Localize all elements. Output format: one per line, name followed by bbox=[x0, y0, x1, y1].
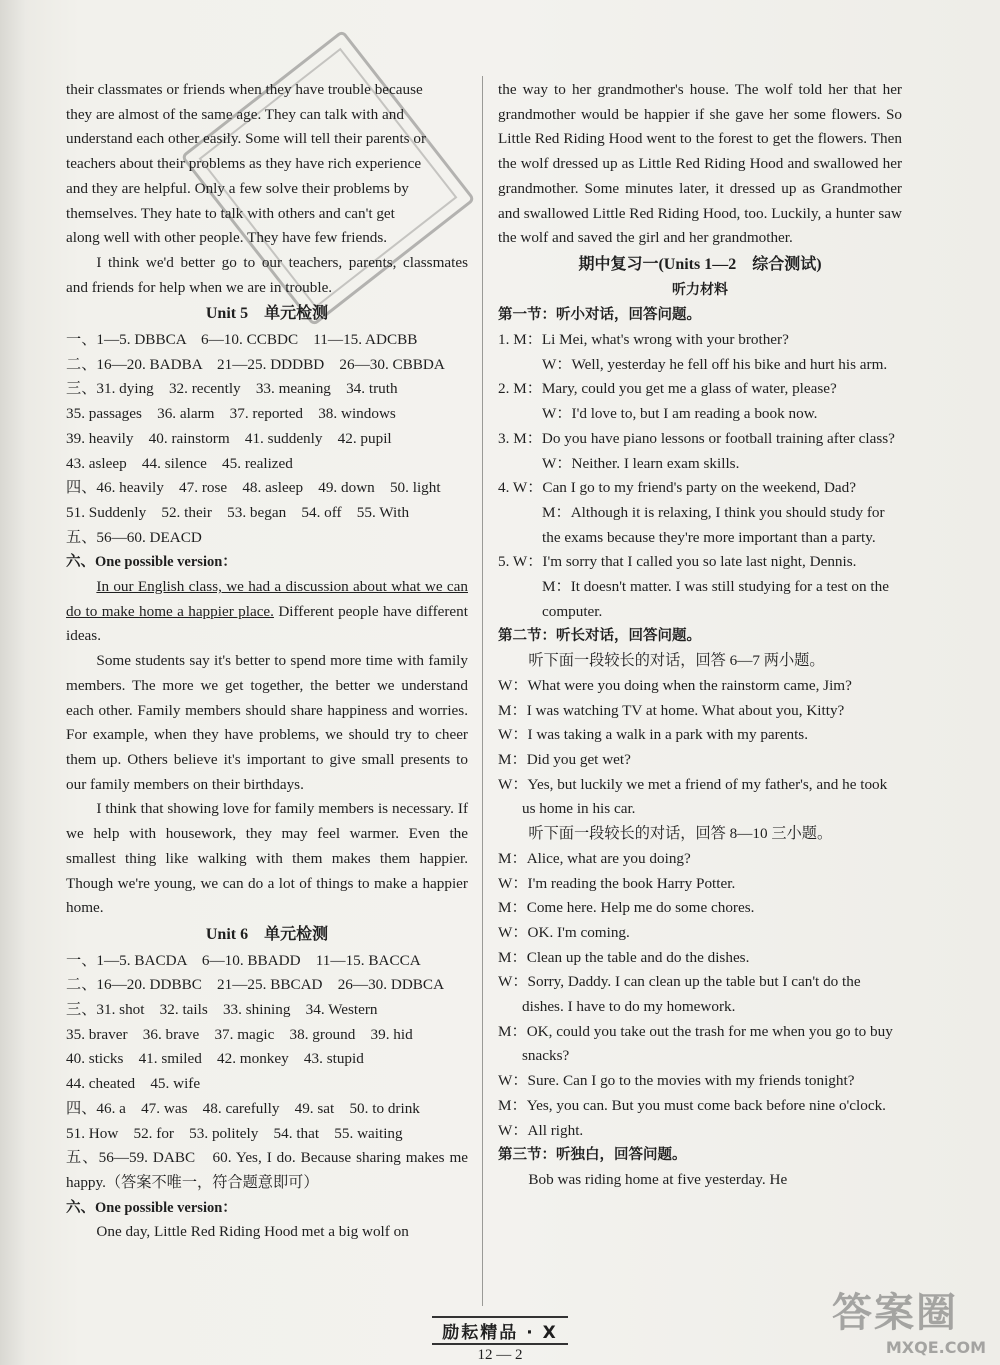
unit6-answer-line: 二、16—20. DDBBC 21—25. BBCAD 26—30. DDBCA bbox=[66, 976, 445, 994]
unit5-answer-line: 39. heavily 40. rainstorm 41. suddenly 42. pupil bbox=[66, 429, 392, 447]
unit6-answer-line: 35. braver 36. brave 37. magic 38. ground 39. hid bbox=[66, 1025, 413, 1043]
unit6-answer-line: 三、31. shot 32. tails 33. shining 34. Western bbox=[66, 1001, 378, 1019]
unit5-essay-paragraph-3: I think that showing love for family members is necessary. If we help with housework, they may feel warmer. Even the smallest thing like walking with them makes them happier. Though we're young, we can do a lot of things to make a happier home. bbox=[66, 800, 468, 917]
dialogue-line: M：Come here. Help me do some chores. bbox=[498, 899, 755, 917]
unit6-answer-line: 40. sticks 41. smiled 42. monkey 43. stupid bbox=[66, 1050, 364, 1068]
unit5-answer-line: 43. asleep 44. silence 45. realized bbox=[66, 454, 293, 472]
unit6-q56-answer: 五、56—59. DABC 60. Yes, I do. Because sharing makes me happy.（答案不唯一，符合题意即可） bbox=[66, 1149, 468, 1191]
part2-intro-1: 听下面一段较长的对话，回答 6—7 两小题。 bbox=[528, 652, 825, 670]
watermark-logo bbox=[832, 1281, 992, 1357]
essay-underlined-sentence: In our English class, we had a discussion about what we can do to make home a happier place. bbox=[66, 578, 468, 620]
dialogue-line: M：I was watching TV at home. What about you, Kitty? bbox=[498, 701, 845, 719]
dialogue-line: M：Yes, you can. But you must come back before nine o'clock. bbox=[498, 1096, 886, 1114]
intro-line: along well with other people. They have few friends. bbox=[66, 229, 388, 247]
dialogue-line: W：I'm reading the book Harry Potter. bbox=[498, 874, 736, 892]
unit5-essay-paragraph-2: Some students say it's better to spend more time with family members. The more we get together, the better we understand each other. Family members should share happiness and worries. For example, when they have problems, we should try to cheer them up. Others believe it's important to give small presents to our family members on their birthdays. bbox=[66, 652, 468, 793]
dialogue-line: M：Alice, what are you doing? bbox=[498, 849, 691, 867]
unit5-answer-line: 35. passages 36. alarm 37. reported 38. windows bbox=[66, 405, 396, 423]
intro-line: teachers about their problems as they have rich experience bbox=[66, 155, 422, 173]
unit5-essay-paragraph-1 bbox=[66, 575, 468, 649]
dialogue-line: M：OK, could you take out the trash for me when you go to buy snacks? bbox=[498, 1022, 893, 1065]
unit5-answer-line: 二、16—20. BADBA 21—25. DDDBD 26—30. CBBDA bbox=[66, 355, 445, 373]
intro-line: they are almost of the same age. They can talk with and bbox=[66, 105, 404, 123]
intro-line: understand each other easily. Some will tell their parents or bbox=[66, 130, 427, 148]
essay-sentence: Different people have different ideas. bbox=[66, 602, 468, 645]
column-divider bbox=[482, 76, 483, 1306]
watermark-text: 答案圈 bbox=[832, 1290, 958, 1336]
intro-line: and they are helpful. Only a few solve their problems by bbox=[66, 179, 409, 197]
dialogue-line: W：Sorry, Daddy. I can clean up the table but I can't do the dishes. I have to do my homework. bbox=[498, 973, 861, 1016]
part2-title: 第二节：听长对话，回答问题。 bbox=[498, 628, 701, 645]
dialogue-line: W：I'd love to, but I am reading a book now. bbox=[542, 405, 818, 423]
unit5-answer-line: 五、56—60. DEACD bbox=[66, 528, 202, 546]
listening-title: 听力材料 bbox=[672, 282, 728, 298]
part3-start: Bob was riding home at five yesterday. He bbox=[528, 1170, 788, 1188]
dialogue-line: W：Yes, but luckily we met a friend of my father's, and he took us home in his car. bbox=[498, 775, 888, 818]
unit6-writing-heading: 六、One possible version： bbox=[66, 1199, 237, 1216]
left-column bbox=[66, 78, 468, 1245]
unit5-writing-heading: 六、One possible version： bbox=[66, 554, 237, 571]
story-continuation: the way to her grandmother's house. The wolf told her that her grandmother would be happier if she gave her some flowers. So Little Red Riding Hood went to the forest to get the flowers. Then the wolf dressed up as Little Red Riding Hood and swallowed her grandmother. Some minutes later, it dressed up as Grandmother and swallowed Little Red Riding Hood, too. Luckily, a hunter saw the wolf and saved the girl and her grandmother. bbox=[498, 81, 902, 247]
brand-logo: 励耘精品 · X bbox=[432, 1316, 567, 1345]
unit5-answer-line: 三、31. dying 32. recently 33. meaning 34. truth bbox=[66, 380, 398, 398]
part3-title: 第三节：听独白，回答问题。 bbox=[498, 1147, 687, 1164]
unit6-answer-line: 51. How 52. for 53. politely 54. that 55. waiting bbox=[66, 1124, 403, 1142]
dialogue-line: 1. M：Li Mei, what's wrong with your brother? bbox=[498, 331, 789, 349]
dialogue-line: W：I was taking a walk in a park with my parents. bbox=[498, 726, 808, 744]
unit5-answer-line: 一、1—5. DBBCA 6—10. CCBDC 11—15. ADCBB bbox=[66, 331, 418, 349]
unit6-answer-line: 一、1—5. BACDA 6—10. BBADD 11—15. BACCA bbox=[66, 951, 421, 969]
intro-line: themselves. They hate to talk with others and can't get bbox=[66, 204, 395, 222]
dialogue-line: M：Did you get wet? bbox=[498, 750, 631, 768]
part2-intro-2: 听下面一段较长的对话，回答 8—10 三小题。 bbox=[528, 825, 833, 843]
right-column bbox=[498, 78, 902, 1193]
dialogue-line: W：What were you doing when the rainstorm came, Jim? bbox=[498, 676, 852, 694]
midterm-title: 期中复习一(Units 1—2 综合测试) bbox=[578, 255, 822, 273]
unit5-title: Unit 5 单元检测 bbox=[205, 305, 329, 323]
dialogue-line: W：Neither. I learn exam skills. bbox=[542, 454, 740, 472]
dialogue-line: 2. M：Mary, could you get me a glass of water, please? bbox=[498, 380, 837, 398]
dialogue-line: M：It doesn't matter. I was still studying for a test on the computer. bbox=[542, 578, 889, 620]
unit5-answer-line: 四、46. heavily 47. rose 48. asleep 49. down 50. light bbox=[66, 479, 441, 497]
part1-title: 第一节：听小对话，回答问题。 bbox=[498, 307, 701, 324]
intro-line: their classmates or friends when they have trouble because bbox=[66, 81, 423, 98]
dialogue-line: M：Clean up the table and do the dishes. bbox=[498, 948, 750, 966]
dialogue-line: W：All right. bbox=[498, 1121, 584, 1139]
unit6-answer-line: 四、46. a 47. was 48. carefully 49. sat 50. to drink bbox=[66, 1099, 420, 1117]
dialogue-line: M：Although it is relaxing, I think you should study for the exams because they're more important than a party. bbox=[542, 503, 885, 546]
unit5-answer-line: 51. Suddenly 52. their 53. began 54. off 55. With bbox=[66, 503, 410, 521]
dialogue-line: W：Well, yesterday he fell off his bike and hurt his arm. bbox=[542, 355, 888, 373]
dialogue-line: 3. M：Do you have piano lessons or football training after class? bbox=[498, 429, 895, 447]
dialogue-line: 4. W：Can I go to my friend's party on the weekend, Dad? bbox=[498, 479, 857, 497]
unit6-answer-line: 44. cheated 45. wife bbox=[66, 1075, 201, 1093]
unit6-title: Unit 6 单元检测 bbox=[205, 925, 329, 943]
page-binding-shadow bbox=[0, 0, 26, 1365]
intro-paragraph: I think we'd better go to our teachers, parents, classmates and friends for help when we are in trouble. bbox=[66, 253, 468, 296]
unit6-story-start: One day, Little Red Riding Hood met a big wolf on bbox=[96, 1223, 409, 1241]
dialogue-line: W：OK. I'm coming. bbox=[498, 923, 630, 941]
dialogue-line: 5. W：I'm sorry that I called you so late last night, Dennis. bbox=[498, 553, 857, 571]
watermark-url: MXQE.COM bbox=[885, 1338, 986, 1357]
dialogue-line: W：Sure. Can I go to the movies with my friends tonight? bbox=[498, 1072, 855, 1090]
page-number: 12 — 2 bbox=[477, 1347, 523, 1363]
